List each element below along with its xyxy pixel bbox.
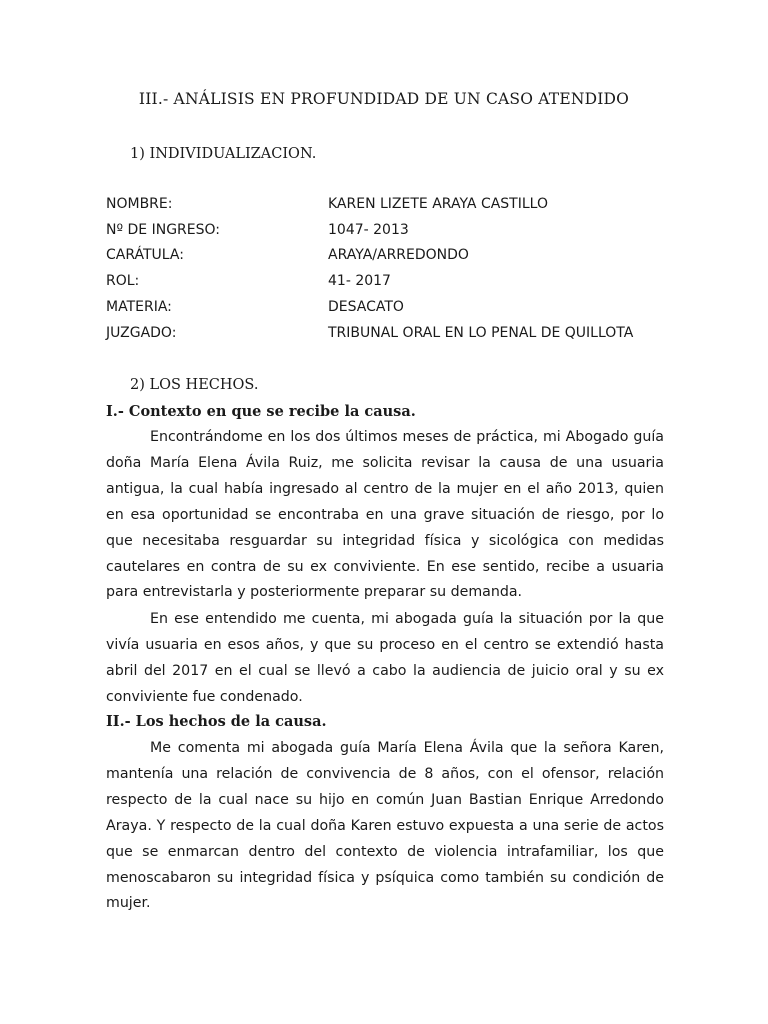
paragraph-contexto-2: En ese entendido me cuenta, mi abogada guía la situación por la que vivía usuaria en esos años, y que su proceso en el centro se extendió hasta abril del 2017 en el cual se llevó a cabo la audiencia de juicio oral y su ex conviviente fue condenado.: [106, 611, 664, 705]
paragraph-hechos-causa-1: Me comenta mi abogada guía María Elena Ávila que la señora Karen, mantenía una relación de convivencia de 8 años, con el ofensor, relación respecto de la cual nace su hijo en común Juan Bastian Enrique Arredondo Araya. Y respecto de la cual doña Karen estuvo expuesta a una serie de actos que se enmarcan dentro del contexto de violencia intrafamiliar, los que menoscabaron su integridad física y psíquica como también su condición de mujer.: [106, 740, 664, 912]
subsection-heading-contexto: I.- Contexto en que se recibe la causa.: [106, 403, 416, 420]
field-label-materia: MATERIA:: [106, 299, 172, 315]
field-label-caratula: CARÁTULA:: [106, 247, 184, 263]
document-title: III.- ANÁLISIS EN PROFUNDIDAD DE UN CASO ATENDIDO: [138, 90, 630, 108]
field-label-rol: ROL:: [106, 273, 140, 289]
subsection-heading-hechos-causa: II.- Los hechos de la causa.: [106, 713, 327, 730]
field-value-ingreso: 1047- 2013: [328, 222, 409, 238]
field-label-nombre: NOMBRE:: [106, 196, 173, 212]
field-value-materia: DESACATO: [328, 299, 404, 315]
field-label-juzgado: JUZGADO:: [106, 325, 177, 341]
field-value-rol: 41- 2017: [328, 273, 391, 289]
field-value-nombre: KAREN LIZETE ARAYA CASTILLO: [328, 196, 548, 212]
field-label-ingreso: Nº DE INGRESO:: [106, 222, 220, 238]
field-value-caratula: ARAYA/ARREDONDO: [328, 247, 469, 263]
field-value-juzgado: TRIBUNAL ORAL EN LO PENAL DE QUILLOTA: [328, 325, 634, 341]
paragraph-contexto-1: Encontrándome en los dos últimos meses de práctica, mi Abogado guía doña María Elena Ávila Ruiz, me solicita revisar la causa de una usuaria antigua, la cual había ingresado al centro de la mujer en el año 2013, quien en esa oportunidad se encontraba en una grave situación de riesgo, por lo que necesitaba resguardar su integridad física y sicológica con medidas cautelares en contra de su ex conviviente. En ese sentido, recibe a usuaria para entrevistarla y posteriormente preparar su demanda.: [106, 429, 664, 601]
section-heading-hechos: 2) LOS HECHOS.: [130, 377, 259, 393]
section-heading-individualizacion: 1) INDIVIDUALIZACION.: [130, 146, 317, 162]
